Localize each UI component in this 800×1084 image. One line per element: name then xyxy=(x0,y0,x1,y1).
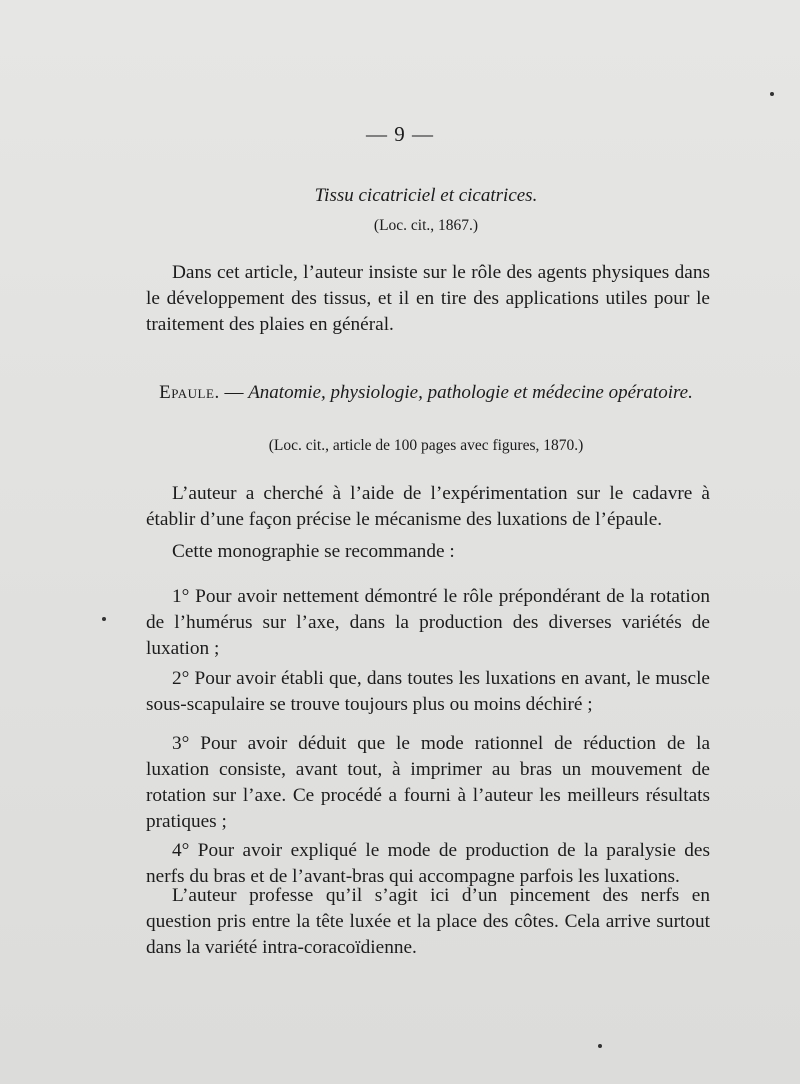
section-title-rest: Anatomie, physiologie, pathologie et médecine opératoire. xyxy=(248,382,693,403)
section-title-lead: Epaule. xyxy=(159,382,220,403)
list-item: 2° Pour avoir établi que, dans toutes les luxations en avant, le muscle sous-scapulaire se trouve toujours plus ou moins déchiré ; xyxy=(146,668,710,715)
paragraph-intro: L’auteur a cherché à l’aide de l’expérimentation sur le cadavre à établir d’une façon précise le mécanisme des luxations de l’épaule. xyxy=(146,483,710,530)
paragraph-recommend: Cette monographie se recommande : xyxy=(172,541,455,562)
section-reference-tissu: (Loc. cit., 1867.) xyxy=(373,217,479,234)
paragraph-tissu: Dans cet article, l’auteur insiste sur le rôle des agents physiques dans le développement des tissus, et il en tire des applications utiles pour le traitement des plaies en général. xyxy=(146,262,710,335)
list-item: 1° Pour avoir nettement démontré le rôle prépondérant de la rotation de l’humérus sur l’axe, dans la production des diverses variétés de luxation ; xyxy=(146,586,710,659)
paragraph-conclusion: L’auteur professe qu’il s’agit ici d’un pincement des nerfs en question pris entre la tête luxée et la place des côtes. Cela arrive surtout dans la variété intra-coracoïdienne. xyxy=(146,885,710,958)
scan-speck xyxy=(770,92,774,96)
section-reference-epaule: (Loc. cit., article de 100 pages avec figures, 1870.) xyxy=(268,437,584,454)
list-item: 3° Pour avoir déduit que le mode rationnel de réduction de la luxation consiste, avant tout, à imprimer au bras un mouvement de rotation sur l’axe. Ce procédé a fourni à l’auteur les meilleurs résultats pratiques ; xyxy=(146,733,710,832)
scan-speck xyxy=(598,1044,602,1048)
list-item: 4° Pour avoir expliqué le mode de production de la paralysie des nerfs du bras et de l’avant-bras qui accompagne parfois les luxations. xyxy=(146,840,710,887)
section-title-dash: — xyxy=(219,382,249,403)
section-title-epaule xyxy=(140,380,712,405)
scan-speck xyxy=(102,617,106,621)
section-title-tissu: Tissu cicatriciel et cicatrices. xyxy=(314,185,538,206)
page-number: — 9 — xyxy=(366,122,434,146)
